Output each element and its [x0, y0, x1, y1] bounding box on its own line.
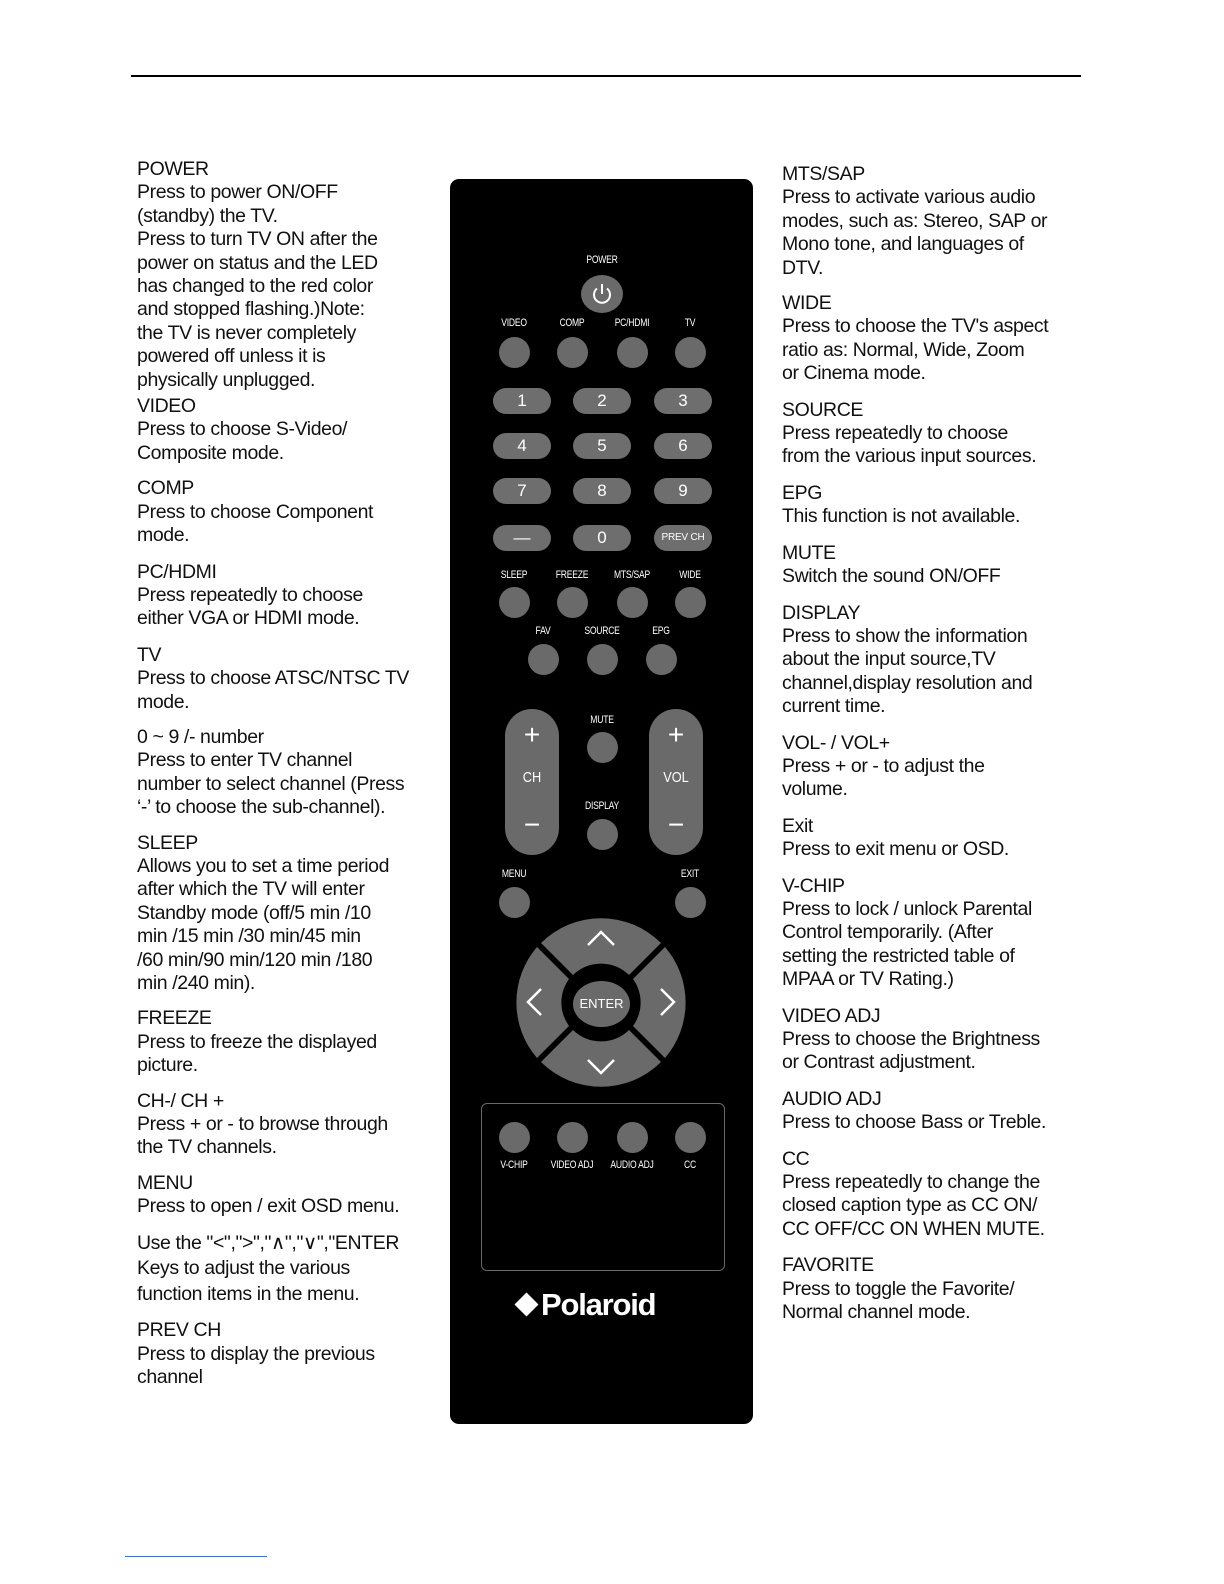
- wide-button[interactable]: [675, 587, 706, 618]
- entry-description: Press repeatedly to change the closed caption type as CC ON/ CC OFF/CC ON WHEN MUTE.: [782, 1171, 1045, 1240]
- entry-heading: MENU: [137, 1171, 193, 1194]
- entry-heading: AUDIO ADJ: [782, 1087, 882, 1110]
- ch-plus-button[interactable]: +: [523, 719, 541, 750]
- entry-vol: [782, 732, 1052, 802]
- right-arrow-button[interactable]: [633, 947, 686, 1058]
- entry-description: Press to choose Bass or Treble.: [782, 1111, 1046, 1134]
- source-button[interactable]: [587, 644, 618, 675]
- power-button[interactable]: [581, 275, 623, 313]
- entry-heading: Use the "<",">","∧","∨","ENTER: [137, 1231, 399, 1254]
- video-label: VIDEO: [501, 317, 527, 329]
- display-label: DISPLAY: [585, 800, 619, 812]
- entry-description: Press to exit menu or OSD.: [782, 838, 1009, 861]
- entry-heading: PC/HDMI: [137, 560, 217, 583]
- number-0-button[interactable]: 0: [573, 525, 631, 551]
- cc-button[interactable]: [675, 1122, 706, 1153]
- entry-description: Press repeatedly to choose either VGA or HDMI mode.: [137, 583, 363, 630]
- entry-heading: CC: [782, 1147, 810, 1170]
- epg-button[interactable]: [646, 644, 677, 675]
- entry-audio-adj: [782, 1088, 1052, 1135]
- entry-favorite: [782, 1254, 1052, 1324]
- entry-description: Press to enter TV channel number to select channel (Press ‘-’ to choose the sub-channel).: [137, 749, 405, 819]
- display-button[interactable]: [587, 819, 618, 850]
- entry-heading: SLEEP: [137, 831, 198, 854]
- left-descriptions: [137, 158, 427, 1389]
- entry-description: Press repeatedly to choose from the various input sources.: [782, 422, 1037, 468]
- freeze-label: FREEZE: [555, 569, 589, 581]
- exit-button[interactable]: [675, 887, 706, 918]
- v-chip-button[interactable]: [499, 1122, 530, 1153]
- entry-description: Press to activate various audio modes, such as: Stereo, SAP or Mono tone, and languages of DTV.: [782, 186, 1048, 279]
- ch-minus-button[interactable]: −: [523, 809, 541, 840]
- number-6-button[interactable]: 6: [654, 433, 712, 459]
- entry-heading: SOURCE: [782, 398, 864, 421]
- entry-description: Press to display the previous channel: [137, 1342, 375, 1388]
- entry-description: Press to toggle the Favorite/ Normal channel mode.: [782, 1277, 1015, 1324]
- epg-label: EPG: [652, 625, 670, 637]
- audio-adj-button[interactable]: [617, 1122, 648, 1153]
- sleep-label: SLEEP: [500, 569, 528, 581]
- entry-description: Press to power ON/OFF (standby) the TV. Press to turn TV ON after the power on status and the LED has changed to the red color and stopped flashing.)Note: the TV is never completely powered off unless it is physically unplugged.: [137, 181, 378, 391]
- pc-hdmi-label: PC/HDMI: [614, 317, 650, 329]
- diamond-icon: [514, 1292, 538, 1316]
- exit-label: EXIT: [680, 868, 700, 880]
- entry-prev-ch: [137, 1319, 427, 1389]
- entry-heading: PREV CH: [137, 1319, 221, 1342]
- number-7-button[interactable]: 7: [493, 478, 551, 504]
- sleep-button[interactable]: [499, 587, 530, 618]
- entry-description: Press + or - to adjust the volume.: [782, 754, 985, 801]
- entry-freeze: [137, 1007, 427, 1077]
- entry-description: Press + or - to browse through the TV channels.: [137, 1113, 388, 1159]
- entry-description: Press to freeze the displayed picture.: [137, 1030, 377, 1077]
- entry-arrow-keys: [137, 1231, 427, 1308]
- entry-ch: [137, 1090, 427, 1160]
- entry-description: Press to show the information about the input source,TV channel,display resolution and current time.: [782, 624, 1033, 718]
- entry-mts-sap: [782, 163, 1052, 280]
- number-1-button[interactable]: 1: [493, 388, 551, 414]
- entry-description: Press to open / exit OSD menu.: [137, 1195, 400, 1218]
- number-4-button[interactable]: 4: [493, 433, 551, 459]
- entry-heading: 0 ~ 9 /- number: [137, 725, 264, 748]
- entry-heading: FAVORITE: [782, 1254, 874, 1277]
- entry-heading: VIDEO ADJ: [782, 1004, 881, 1027]
- video-adj-label: VIDEO ADJ: [550, 1159, 594, 1171]
- entry-description: Press to lock / unlock Parental Control temporarily. (After setting the restricted table of MPAA or TV Rating.): [782, 897, 1032, 991]
- power-label: POWER: [586, 254, 618, 266]
- ch-rocker: [505, 709, 559, 855]
- mute-label: MUTE: [590, 714, 614, 726]
- mts-sap-label: MTS/SAP: [613, 569, 651, 581]
- pc-hdmi-button[interactable]: [617, 337, 648, 368]
- entry-heading: WIDE: [782, 292, 832, 315]
- prev-ch-button[interactable]: PREV CH: [654, 525, 712, 551]
- entry-description: Switch the sound ON/OFF: [782, 565, 1001, 588]
- video-adj-button[interactable]: [557, 1122, 588, 1153]
- entry-exit: [782, 815, 1052, 862]
- bottom-rule: [125, 1556, 267, 1557]
- number-9-button[interactable]: 9: [654, 478, 712, 504]
- cc-label: CC: [684, 1159, 696, 1171]
- entry-heading: TV: [137, 643, 162, 666]
- entry-description: This function is not available.: [782, 505, 1020, 528]
- menu-label: MENU: [501, 868, 527, 880]
- entry-heading: Exit: [782, 814, 813, 837]
- entry-heading: COMP: [137, 477, 194, 500]
- entry-sleep: [137, 832, 427, 996]
- tv-label: TV: [684, 317, 696, 329]
- entry-display: [782, 602, 1052, 719]
- wide-label: WIDE: [679, 569, 701, 581]
- video-button[interactable]: [499, 337, 530, 368]
- polaroid-logo: [518, 1287, 688, 1323]
- tv-button[interactable]: [675, 337, 706, 368]
- entry-heading: MTS/SAP: [782, 163, 865, 185]
- number-5-button[interactable]: 5: [573, 433, 631, 459]
- freeze-button[interactable]: [557, 587, 588, 618]
- entry-cc: [782, 1148, 1052, 1242]
- number-3-button[interactable]: 3: [654, 388, 712, 414]
- down-arrow-button[interactable]: [541, 1030, 661, 1087]
- vol-label: VOL: [663, 769, 689, 786]
- fav-label: FAV: [535, 625, 551, 637]
- entry-number: [137, 726, 427, 820]
- audio-adj-label: AUDIO ADJ: [610, 1159, 654, 1171]
- top-rule: [131, 75, 1081, 77]
- entry-power: [137, 158, 427, 392]
- mts-sap-button[interactable]: [617, 587, 648, 618]
- v-chip-label: V-CHIP: [500, 1159, 528, 1171]
- dash-button[interactable]: —: [493, 525, 551, 551]
- right-descriptions: [782, 163, 1052, 1324]
- entry-heading: V-CHIP: [782, 874, 845, 897]
- entry-tv: [137, 644, 427, 714]
- entry-mute: [782, 542, 1052, 589]
- menu-button[interactable]: [499, 887, 530, 918]
- vol-minus-button[interactable]: −: [667, 809, 685, 840]
- number-2-button[interactable]: 2: [573, 388, 631, 414]
- brand-name: Polaroid: [541, 1287, 656, 1322]
- entry-epg: [782, 482, 1052, 529]
- entry-video-adj: [782, 1005, 1052, 1075]
- entry-description: Press to choose S-Video/ Composite mode.: [137, 418, 348, 464]
- entry-heading: VIDEO: [137, 395, 196, 418]
- entry-description: Press to choose the Brightness or Contrast adjustment.: [782, 1028, 1040, 1074]
- fav-button[interactable]: [528, 644, 559, 675]
- entry-description: Allows you to set a time period after which the TV will enter Standby mode (off/5 min /10 min /15 min /30 min/45 min /60 min/90 min/120 min /180 min /240 min).: [137, 854, 390, 994]
- up-arrow-button[interactable]: [541, 918, 661, 975]
- source-label: SOURCE: [584, 625, 620, 637]
- comp-button[interactable]: [557, 337, 588, 368]
- remote-control-image: [450, 179, 753, 1424]
- entry-comp: [137, 477, 427, 547]
- entry-source: [782, 399, 1052, 469]
- entry-description: Keys to adjust the various function items in the menu.: [137, 1257, 360, 1305]
- entry-heading: MUTE: [782, 541, 836, 564]
- entry-heading: EPG: [782, 481, 822, 504]
- vol-rocker: [649, 709, 703, 855]
- entry-wide: [782, 292, 1052, 386]
- entry-heading: POWER: [137, 158, 209, 180]
- entry-heading: DISPLAY: [782, 601, 861, 624]
- entry-description: Press to choose the TV's aspect ratio as: Normal, Wide, Zoom or Cinema mode.: [782, 315, 1049, 385]
- entry-menu: [137, 1172, 427, 1219]
- entry-video: [137, 395, 427, 465]
- number-8-button[interactable]: 8: [573, 478, 631, 504]
- enter-button[interactable]: ENTER: [573, 981, 630, 1027]
- mute-button[interactable]: [587, 732, 618, 763]
- entry-heading: VOL- / VOL+: [782, 731, 890, 754]
- ch-label: CH: [522, 769, 542, 786]
- entry-description: Press to choose Component mode.: [137, 500, 374, 547]
- entry-heading: CH-/ CH +: [137, 1089, 224, 1112]
- power-icon: [590, 282, 614, 306]
- comp-label: COMP: [559, 317, 585, 329]
- entry-heading: FREEZE: [137, 1007, 212, 1030]
- vol-plus-button[interactable]: +: [667, 719, 685, 750]
- left-arrow-button[interactable]: [516, 947, 569, 1058]
- entry-v-chip: [782, 875, 1052, 992]
- entry-description: Press to choose ATSC/NTSC TV mode.: [137, 667, 410, 713]
- entry-pc-hdmi: [137, 561, 427, 631]
